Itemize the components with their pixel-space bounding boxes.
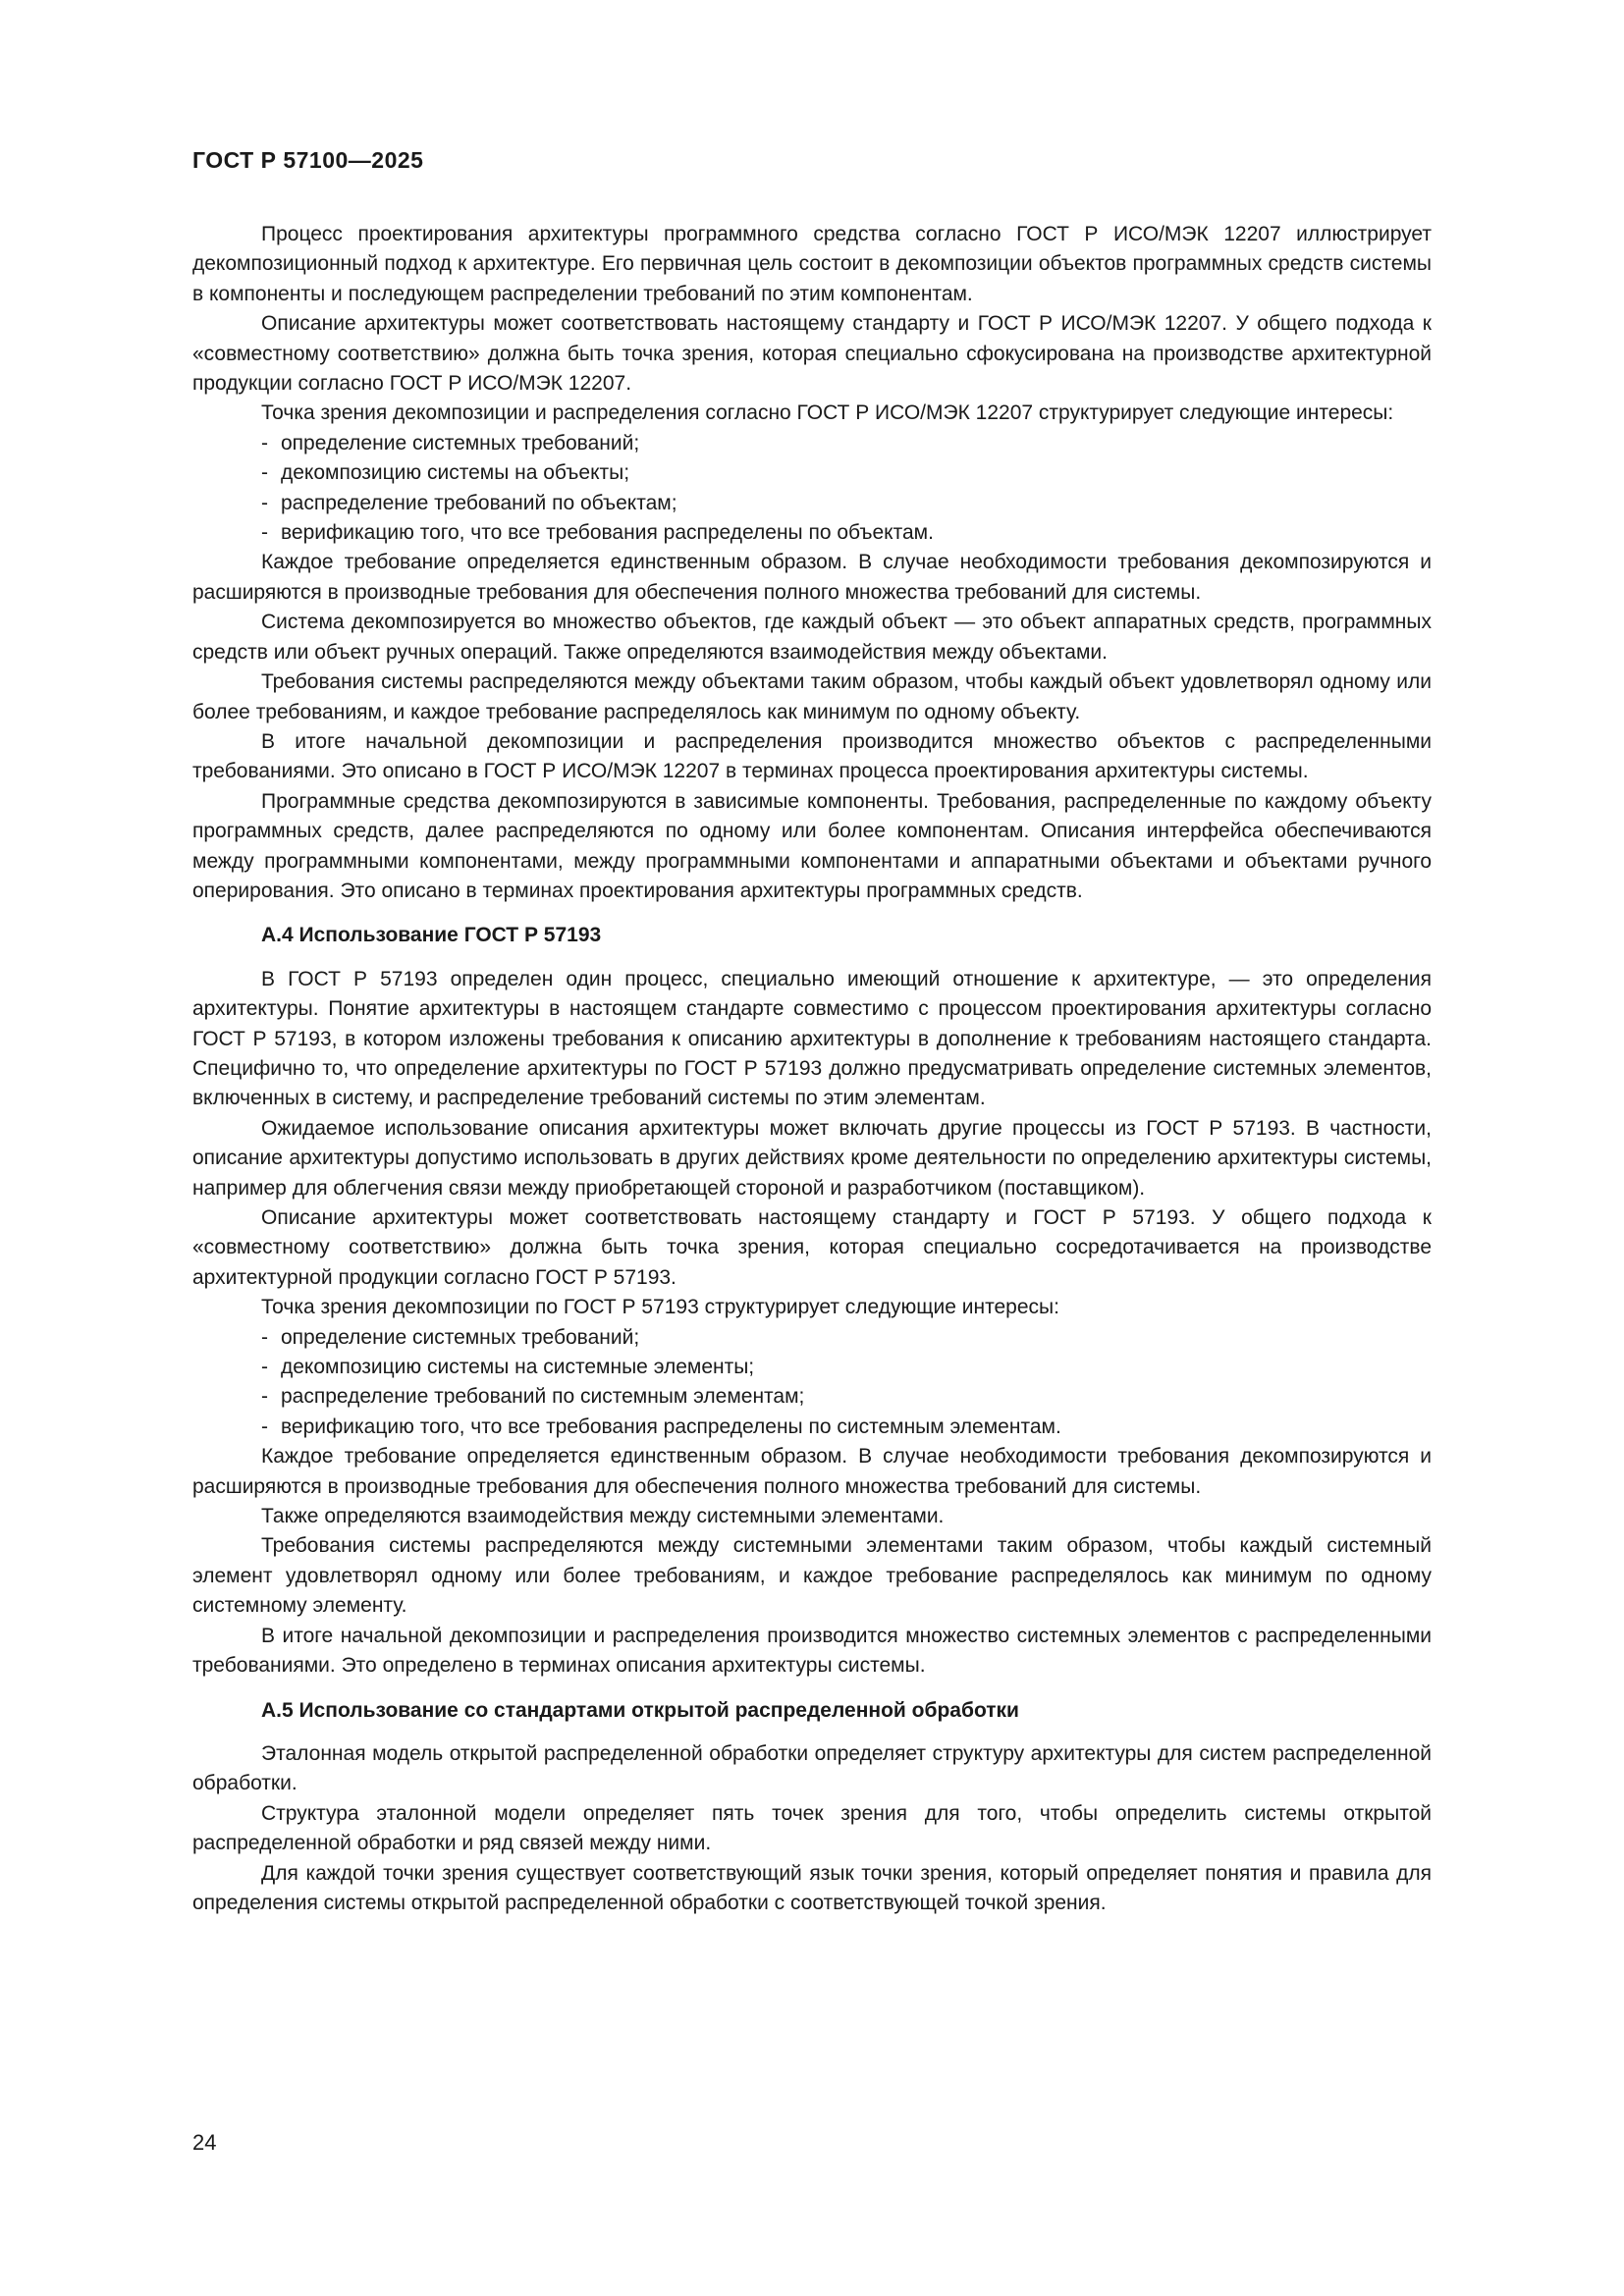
paragraph: Каждое требование определяется единственным образом. В случае необходимости требования декомпозируются и расширяются в производные требования для обеспечения полного множества требований для системы. — [192, 551, 1432, 604]
paragraph: Описание архитектуры может соответствовать настоящему стандарту и ГОСТ Р 57193. У общего подхода к «совместному соответствию» должна быть точка зрения, которая специально сосредотачивается на производстве архитектурной продукции согласно ГОСТ Р 57193. — [192, 1206, 1432, 1289]
paragraph: Ожидаемое использование описания архитектуры может включать другие процессы из ГОСТ Р 57193. В частности, описание архитектуры допустимо использовать в других действиях кроме деятельности по определению архитектуры системы, например для облегчения связи между приобретающей стороной и разработчиком (поставщиком). — [192, 1116, 1432, 1200]
page-content — [192, 220, 1432, 1918]
list-marker: - — [261, 1356, 268, 1379]
paragraph: Каждое требование определяется единственным образом. В случае необходимости требования декомпозируются и расширяются в производные требования для обеспечения полного множества требований для системы. — [192, 1445, 1432, 1498]
page-number: 24 — [192, 2130, 217, 2155]
paragraph: Также определяются взаимодействия между системными элементами. — [261, 1505, 945, 1528]
list-item: - декомпозицию системы на объекты; — [261, 458, 1432, 488]
paragraph: Программные средства декомпозируются в зависимые компоненты. Требования, распределенные по каждому объекту программных средств, далее распределяются по одному или более компонентам. Описания интерфейса обеспечиваются между программными компонентами, между программными компонентами и аппаратными объектами и объектами ручного оперирования. Это описано в терминах проектирования архитектуры программных средств. — [192, 789, 1432, 902]
list-marker: - — [261, 431, 268, 454]
section-heading-a5: А.5 Использование со стандартами открытой распределенной обработки — [261, 1698, 1019, 1722]
paragraph: Требования системы распределяются между системными элементами таким образом, чтобы каждый системный элемент удовлетворял одному или более требованиям, и каждое требование распределялось как минимум по одному системному элементу. — [192, 1534, 1432, 1618]
paragraph: Система декомпозируется во множество объектов, где каждый объект — это объект аппаратных средств, программных средств или объект ручных операций. Также определяются взаимодействия между объектами. — [192, 611, 1432, 664]
list-marker: - — [261, 1415, 268, 1438]
list-item: - определение системных требований; — [261, 1323, 1432, 1353]
list-item: - распределение требований по объектам; — [261, 489, 1432, 518]
interests-list — [192, 1323, 1432, 1443]
document-header: ГОСТ Р 57100—2025 — [192, 147, 424, 173]
list-marker: - — [261, 461, 268, 485]
list-marker: - — [261, 1325, 268, 1349]
list-item: - распределение требований по системным элементам; — [261, 1382, 1432, 1412]
paragraph: В итоге начальной декомпозиции и распределения производится множество системных элементов с распределенными требованиями. Это определено в терминах описания архитектуры системы. — [192, 1624, 1432, 1678]
paragraph: Структура эталонной модели определяет пять точек зрения для того, чтобы определить системы открытой распределенной обработки и ряд связей между ними. — [192, 1801, 1432, 1855]
paragraph: Для каждой точки зрения существует соответствующий язык точки зрения, который определяет понятия и правила для определения системы открытой распределенной обработки с соответствующей точкой зрения. — [192, 1861, 1432, 1914]
list-item: - верификацию того, что все требования распределены по системным элементам. — [261, 1413, 1432, 1442]
section-heading-a4: А.4 Использование ГОСТ Р 57193 — [261, 924, 602, 947]
list-item: - верификацию того, что все требования распределены по объектам. — [261, 518, 1432, 548]
list-item: - определение системных требований; — [261, 429, 1432, 458]
list-marker: - — [261, 521, 268, 545]
paragraph: В ГОСТ Р 57193 определен один процесс, специально имеющий отношение к архитектуре, — это определения архитектуры. Понятие архитектуры в настоящем стандарте совместимо с процессом проектирования архитектуры согласно ГОСТ Р 57193, в котором изложены требования к описанию архитектуры в дополнение к требованиям настоящего стандарта. Специфично то, что определение архитектуры по ГОСТ Р 57193 должно предусматривать определение системных элементов, включенных в систему, и распределение требований системы по этим элементам. — [192, 967, 1432, 1110]
paragraph: Точка зрения декомпозиции и распределения согласно ГОСТ Р ИСО/МЭК 12207 структурирует следующие интересы: — [261, 401, 1394, 425]
paragraph: Процесс проектирования архитектуры программного средства согласно ГОСТ Р ИСО/МЭК 12207 иллюстрирует декомпозиционный подход к архитектуре. Его первичная цель состоит в декомпозиции объектов программных средств системы в компоненты и последующем распределении требований по этим компонентам. — [192, 223, 1432, 305]
interests-list — [192, 429, 1432, 549]
paragraph: Эталонная модель открытой распределенной обработки определяет структуру архитектуры для систем распределенной обработки. — [192, 1741, 1432, 1795]
list-item: - декомпозицию системы на системные элементы; — [261, 1353, 1432, 1382]
list-marker: - — [261, 1385, 268, 1409]
paragraph: Требования системы распределяются между объектами таким образом, чтобы каждый объект удовлетворял одному или более требованиям, и каждое требование распределялось как минимум по одному объекту. — [192, 670, 1432, 723]
paragraph: В итоге начальной декомпозиции и распределения производится множество объектов с распределенными требованиями. Это описано в ГОСТ Р ИСО/МЭК 12207 в терминах процесса проектирования архитектуры системы. — [192, 729, 1432, 783]
paragraph: Точка зрения декомпозиции по ГОСТ Р 57193 структурирует следующие интересы: — [261, 1296, 1059, 1319]
paragraph: Описание архитектуры может соответствовать настоящему стандарту и ГОСТ Р ИСО/МЭК 12207. У общего подхода к «совместному соответствию» должна быть точка зрения, которая специально сфокусирована на производстве архитектурной продукции согласно ГОСТ Р ИСО/МЭК 12207. — [192, 312, 1432, 396]
list-marker: - — [261, 491, 268, 514]
